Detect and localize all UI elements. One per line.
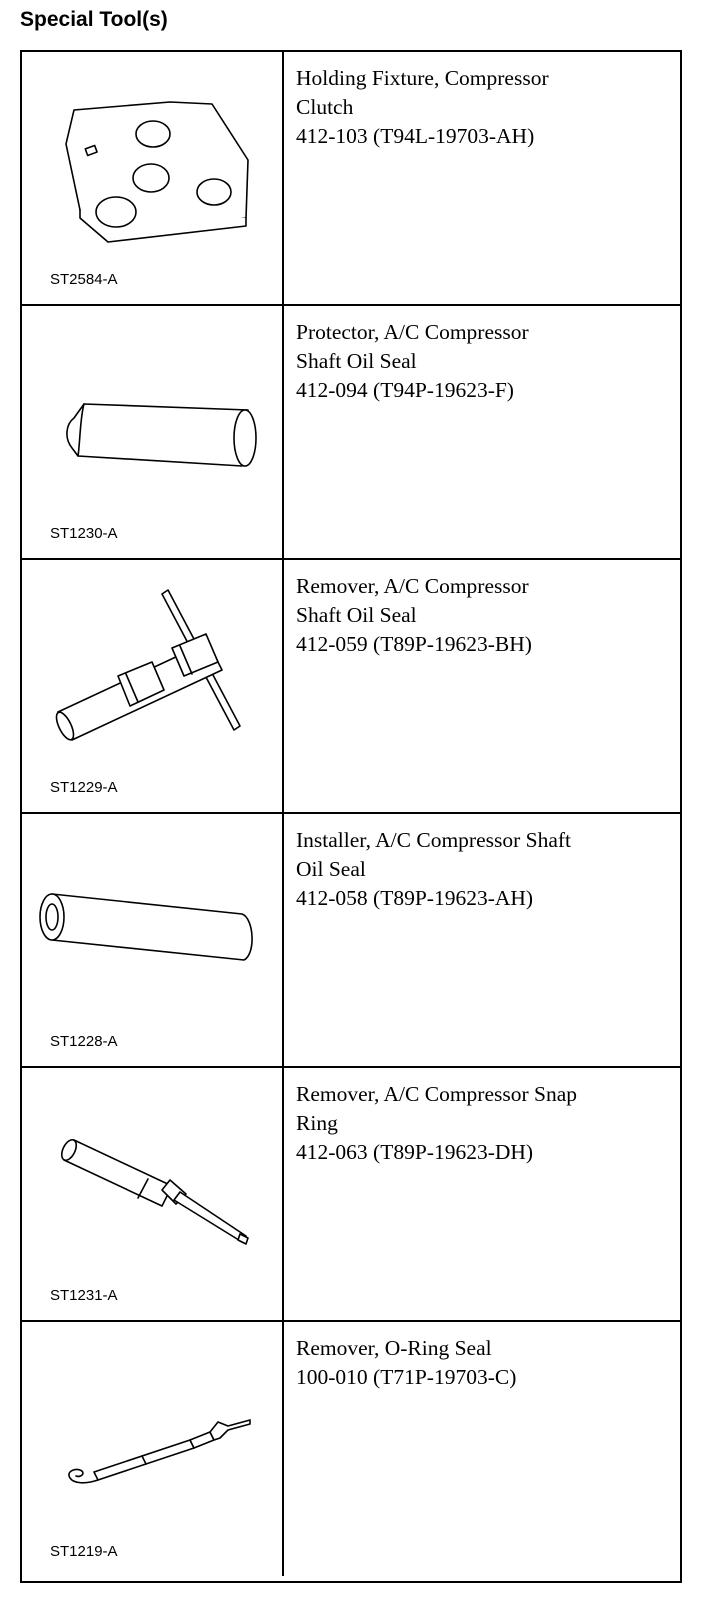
tool-description-line: Remover, A/C Compressor xyxy=(296,574,529,598)
tool-illustration-cell xyxy=(22,560,284,812)
tool-illustration-cell xyxy=(22,306,284,558)
seal-protector-icon xyxy=(22,306,282,506)
tool-description-line: Shaft Oil Seal xyxy=(296,349,417,373)
tool-description-line: Installer, A/C Compressor Shaft xyxy=(296,828,572,852)
table-row xyxy=(22,560,680,814)
o-ring-remover-icon xyxy=(22,1322,282,1522)
holding-fixture-icon xyxy=(22,52,282,252)
tool-description-line: Remover, A/C Compressor Snap xyxy=(296,1082,578,1106)
tool-illustration-cell xyxy=(22,814,284,1066)
tool-illustration-cell xyxy=(22,1322,284,1576)
tool-part-number: 412-059 (T89P-19623-BH) xyxy=(296,632,532,656)
snap-ring-remover-icon xyxy=(22,1068,282,1268)
tool-description-cell xyxy=(284,52,680,304)
figure-label: ST1231-A xyxy=(50,1287,118,1304)
tool-description-line: Ring xyxy=(296,1111,338,1135)
tool-description-cell xyxy=(284,814,680,1066)
figure-label: ST1219-A xyxy=(50,1543,118,1560)
tool-part-number: 100-010 (T71P-19703-C) xyxy=(296,1365,517,1389)
table-row xyxy=(22,1068,680,1322)
tool-part-number: 412-103 (T94L-19703-AH) xyxy=(296,124,535,148)
page-title: Special Tool(s) xyxy=(20,8,168,31)
seal-installer-icon xyxy=(22,814,282,1014)
tool-description-cell xyxy=(284,560,680,812)
seal-remover-icon xyxy=(22,560,282,760)
figure-label: ST1229-A xyxy=(50,779,118,796)
table-row xyxy=(22,306,680,560)
tool-description-line: Remover, O-Ring Seal xyxy=(296,1336,492,1360)
tool-part-number: 412-058 (T89P-19623-AH) xyxy=(296,886,534,910)
special-tools-table xyxy=(20,50,682,1583)
tool-part-number: 412-094 (T94P-19623-F) xyxy=(296,378,514,402)
tool-description-line: Oil Seal xyxy=(296,857,366,881)
figure-label: ST1230-A xyxy=(50,525,118,542)
table-row xyxy=(22,52,680,306)
tool-description-cell xyxy=(284,1068,680,1320)
tool-description-line: Clutch xyxy=(296,95,354,119)
tool-description-cell xyxy=(284,306,680,558)
tool-part-number: 412-063 (T89P-19623-DH) xyxy=(296,1140,534,1164)
table-row xyxy=(22,1322,680,1576)
tool-illustration-cell xyxy=(22,52,284,304)
tool-description-line: Holding Fixture, Compressor xyxy=(296,66,549,90)
tool-description-cell xyxy=(284,1322,680,1576)
figure-label: ST2584-A xyxy=(50,271,118,288)
tool-description-line: Protector, A/C Compressor xyxy=(296,320,529,344)
table-row xyxy=(22,814,680,1068)
figure-label: ST1228-A xyxy=(50,1033,118,1050)
tool-illustration-cell xyxy=(22,1068,284,1320)
tool-description-line: Shaft Oil Seal xyxy=(296,603,417,627)
